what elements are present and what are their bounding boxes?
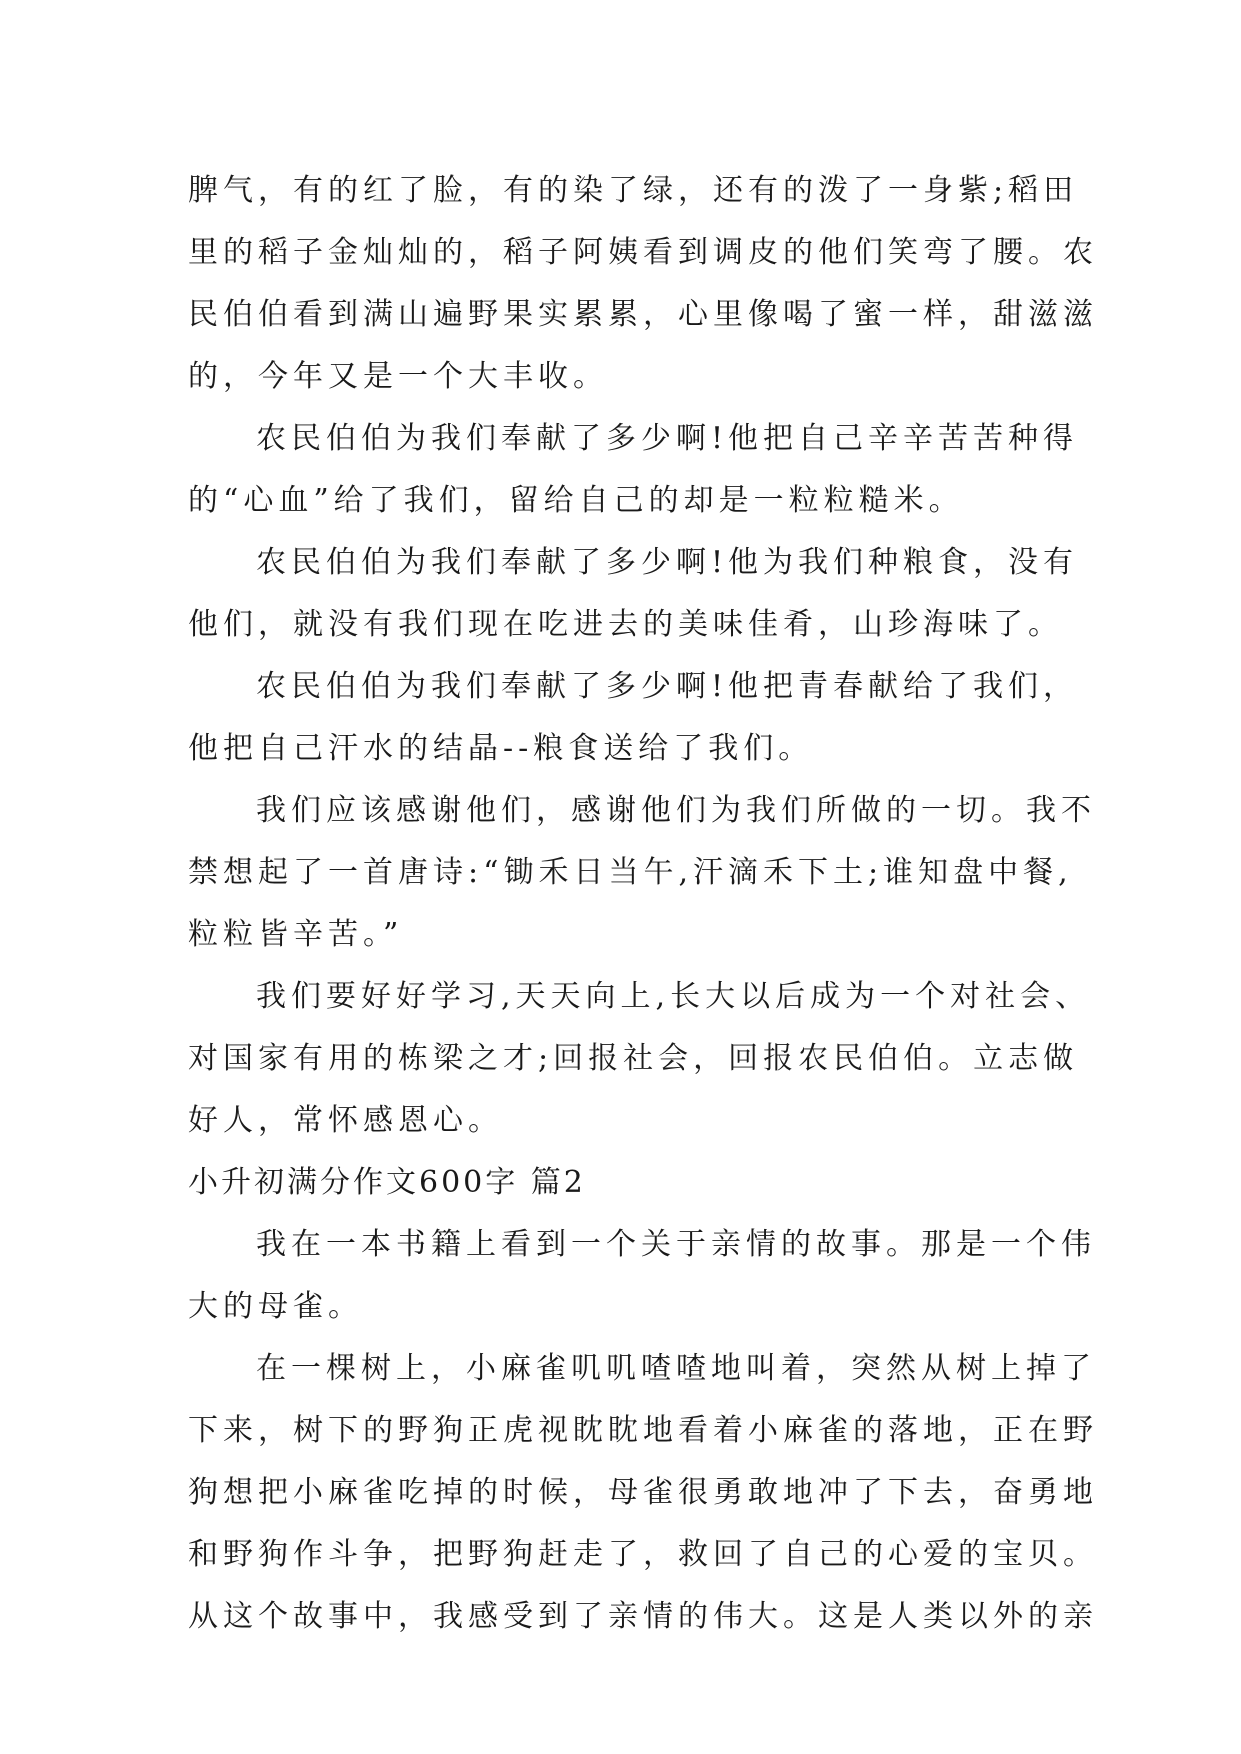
text-line: 他们，就没有我们现在吃进去的美味佳肴，山珍海味了。 — [188, 607, 1063, 642]
text-line: 我们应该感谢他们，感谢他们为我们所做的一切。我不 — [256, 793, 1096, 828]
text-line: 民伯伯看到满山遍野果实累累，心里像喝了蜜一样，甜滋滋 — [188, 297, 1098, 332]
text-line: 的，今年又是一个大丰收。 — [188, 359, 608, 394]
text-line: 农民伯伯为我们奉献了多少啊!他为我们种粮食，没有 — [256, 545, 1079, 580]
text-line: 我在一本书籍上看到一个关于亲情的故事。那是一个伟 — [256, 1227, 1096, 1262]
text-line: 在一棵树上，小麻雀叽叽喳喳地叫着，突然从树上掉了 — [256, 1351, 1096, 1386]
text-line: 农民伯伯为我们奉献了多少啊!他把自己辛辛苦苦种得 — [256, 421, 1079, 456]
text-line: 好人，常怀感恩心。 — [188, 1103, 503, 1138]
text-line: 粒粒皆辛苦。” — [188, 917, 404, 952]
text-line: 我们要好好学习,天天向上,长大以后成为一个对社会、 — [256, 979, 1091, 1014]
article-body — [188, 160, 1098, 1648]
text-line: 里的稻子金灿灿的，稻子阿姨看到调皮的他们笑弯了腰。农 — [188, 235, 1098, 270]
text-line: 的“心血”给了我们，留给自己的却是一粒粒糙米。 — [188, 483, 964, 518]
section-heading: 小升初满分作文600字 篇2 — [188, 1165, 586, 1200]
text-line: 从这个故事中，我感受到了亲情的伟大。这是人类以外的亲 — [188, 1599, 1098, 1634]
text-line: 对国家有用的栋梁之才;回报社会，回报农民伯伯。立志做 — [188, 1041, 1079, 1076]
text-line: 农民伯伯为我们奉献了多少啊!他把青春献给了我们， — [256, 669, 1079, 704]
text-line: 和野狗作斗争，把野狗赶走了，救回了自己的心爱的宝贝。 — [188, 1537, 1098, 1572]
text-line: 禁想起了一首唐诗:“锄禾日当午,汗滴禾下土;谁知盘中餐, — [188, 855, 1073, 890]
text-line: 狗想把小麻雀吃掉的时候，母雀很勇敢地冲了下去，奋勇地 — [188, 1475, 1098, 1510]
text-line: 脾气，有的红了脸，有的染了绿，还有的泼了一身紫;稻田 — [188, 173, 1079, 208]
text-line: 下来，树下的野狗正虎视眈眈地看着小麻雀的落地，正在野 — [188, 1413, 1098, 1448]
text-line: 他把自己汗水的结晶--粮食送给了我们。 — [188, 731, 814, 766]
text-line: 大的母雀。 — [188, 1289, 363, 1324]
